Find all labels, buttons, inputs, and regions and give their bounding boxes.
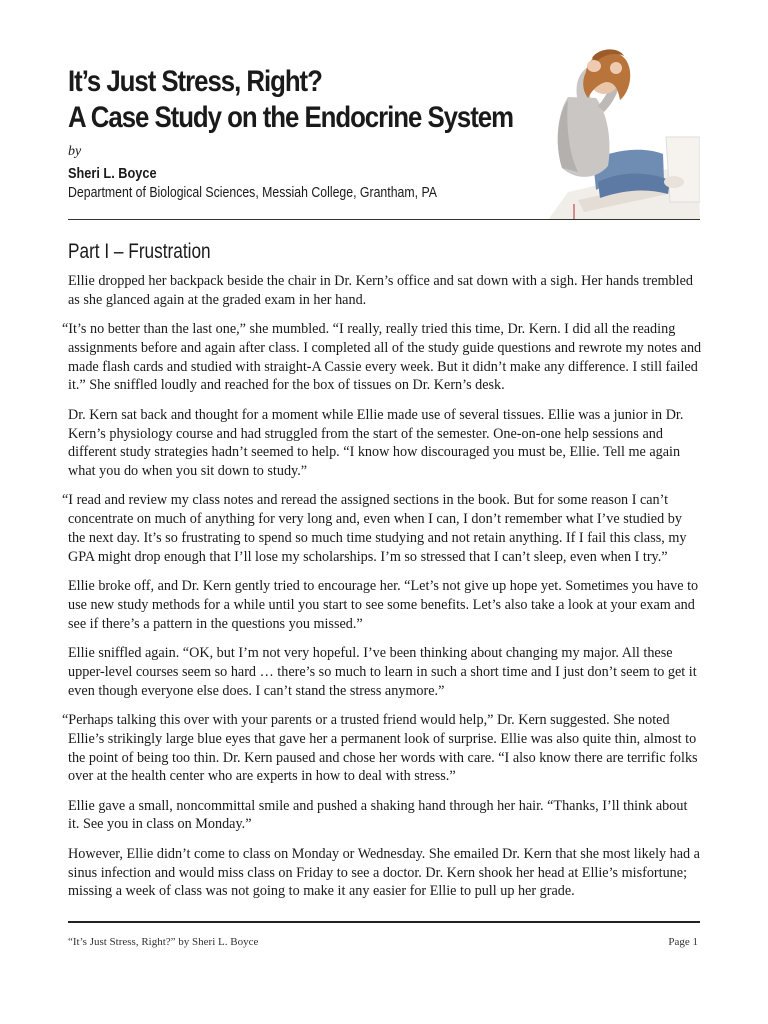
section-heading: Part I – Frustration [68,240,211,263]
page-number: Page 1 [668,936,698,948]
paragraph: Dr. Kern sat back and thought for a moment while Ellie made use of several tissues. Ellie was a junior in Dr. Kern’s physiology course and had struggled from the start of the semester. One-on-one help sessions and different study strategies hadn’t seemed to help. “I know how discouraged you must be, Ellie. Tell me again what you do when you sit down to study.” [68,406,684,480]
footer-citation: “It’s Just Stress, Right?” by Sheri L. Boyce [68,936,259,948]
title-line-1: It’s Just Stress, Right? [68,65,322,98]
paragraph: Ellie gave a small, noncommittal smile and pushed a shaking hand through her hair. “Thanks, I’ll think about it. See you in class on Monday.” [68,797,688,833]
title-line-2: A Case Study on the Endocrine System [68,101,514,134]
header-divider [68,219,700,220]
author-name: Sheri L. Boyce [68,165,157,182]
byline-label: by [68,144,82,159]
document-title [68,64,514,136]
paragraph: “It’s no better than the last one,” she mumbled. “I really, really tried this time, Dr. Kern. I did all the reading assignments before and again after class. I completed all of the study guide questions and rewrote my notes and made flash cards and studied with straight-A Cassie every week. But it didn’t make any difference. I still failed it.” She sniffled loudly and reached for the box of tissues on Dr. Kern’s desk. [62,321,702,394]
footer-divider [68,921,700,923]
stressed-student-illustration [538,42,700,220]
paragraph: However, Ellie didn’t come to class on Monday or Wednesday. She emailed Dr. Kern that she most likely had a sinus infection and would miss class on Friday to see a doctor. Dr. Kern shook her head at Ellie’s misfortune; missing a week of class was not going to make it any easier for Ellie to pull up her grade. [68,845,700,900]
author-affiliation: Department of Biological Sciences, Messiah College, Grantham, PA [68,184,437,201]
paragraph: “I read and review my class notes and reread the assigned sections in the book. But for some reason I can’t concentrate on much of anything for very long and, even when I can, I don’t remember what I’ve studied by the next day. It’s so frustrating to spend so much time studying and not retain anything. If I fail this class, my GPA might drop enough that I’ll lose my scholarships. I’m so stressed that I can’t sleep, even when I try.” [62,492,687,565]
case-study-body [62,272,702,912]
paragraph: “Perhaps talking this over with your parents or a trusted friend would help,” Dr. Kern suggested. She noted Ellie’s strikingly large blue eyes that gave her a permanent look of surprise. Ellie was also quite thin, almost to the point of being too thin. Dr. Kern paused and chose her words with care. “I also know there are terrific folks over at the health center who are experts in how to deal with stress.” [62,711,698,785]
paragraph: Ellie sniffled again. “OK, but I’m not very hopeful. I’ve been thinking about changing my major. All these upper-level courses seem so hard … there’s so much to learn in such a short time and I just don’t seem to get it even though everyone else does. I can’t stand the stress anymore.” [68,645,697,699]
paragraph: Ellie dropped her backpack beside the chair in Dr. Kern’s office and sat down with a sigh. Her hands trembled as she glanced again at the graded exam in her hand. [68,273,693,308]
paragraph: Ellie broke off, and Dr. Kern gently tried to encourage her. “Let’s not give up hope yet. Sometimes you have to use new study methods for a while until you start to see some benefits. Let’s also take a look at your exam and see if there’s a pattern in the questions you missed.” [68,578,699,632]
